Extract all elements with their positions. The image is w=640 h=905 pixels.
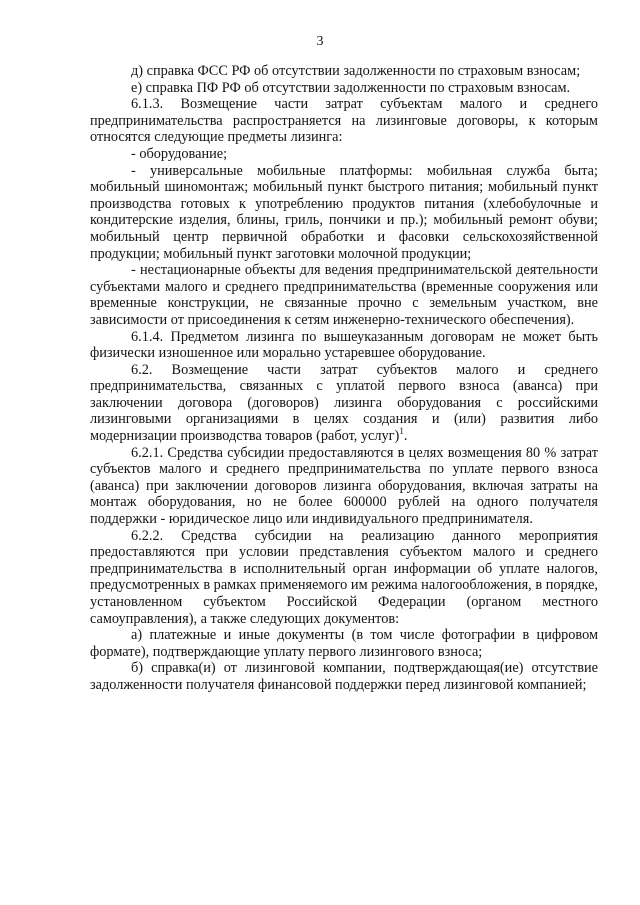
list-item-a: а) платежные и иные документы (в том числе фотографии в цифровом формате), подтверждающие уплату первого лизингового взноса; [90,627,598,660]
paragraph-6-1-3: 6.1.3. Возмещение части затрат субъектам малого и среднего предпринимательства распространяется на лизинговые договоры, к которым относятся следующие предметы лизинга: [90,96,598,146]
paragraph-d: д) справка ФСС РФ об отсутствии задолженности по страховым взносам; [131,63,581,79]
list-item-b: б) справка(и) от лизинговой компании, подтверждающая(ие) отсутствие задолженности получателя финансовой поддержки перед лизинговой компанией; [90,660,598,693]
paragraph-6-2-end: . [403,428,408,445]
page-number: 3 [316,34,324,49]
list-item-equipment: - оборудование; [131,145,228,162]
paragraph-6-2-2: 6.2.2. Средства субсидии на реализацию данного мероприятия предоставляются при условии представления субъектом малого и среднего предпринимательства в исполнительный орган информации об уплате налогов, предусмотренных в рамках применяемого им режима налогообложения, в порядке, установленном субъектом Российской Федерации (органом местного самоуправления), а также следующих документов: [90,527,598,627]
paragraph-6-2-1: 6.2.1. Средства субсидии предоставляются в целях возмещения 80 % затрат субъектов малого и среднего предпринимательства по уплате первого взноса (аванса) при заключении договоров лизинга оборудования, включая затраты на монтаж оборудования, но не более 600000 рублей на одного получателя поддержки - юридическое лицо или индивидуального предпринимателя. [90,444,598,528]
document-body [90,63,598,694]
paragraph-e: е) справка ПФ РФ об отсутствии задолженности по страховым взносам. [131,79,571,96]
paragraph-6-2-text: 6.2. Возмещение части затрат субъектов малого и среднего предпринимательства, связанных с уплатой первого взноса (аванса) при заключении договора (договоров) лизинга оборудования с российскими лизинговыми организациями в целях создания и (или) развития либо модернизации производства товаров (работ, услуг) [90,361,598,445]
paragraph-6-1-4: 6.1.4. Предметом лизинга по вышеуказанным договорам не может быть физически изношенное или морально устаревшее оборудование. [90,328,598,362]
paragraph-6-2 [90,362,598,445]
footnote-marker: 1 [399,426,404,437]
list-item-mobile-platforms: - универсальные мобильные платформы: мобильная служба быта; мобильный шиномонтаж; мобильный пункт быстрого питания; мобильный пункт производства готовых к употреблению продуктов питания (хлебобулочные и кондитерские изделия, блины, гриль, пончики и пр.); мобильный ремонт обуви; мобильный центр первичной обработки и фасовки сельскохозяйственной продукции; мобильный пункт заготовки молочной продукции; [90,162,598,262]
list-item-non-stationary: - нестационарные объекты для ведения предпринимательской деятельности субъектами малого и среднего предпринимательства (временные сооружения или временные конструкции, не связанные прочно с земельным участком, вне зависимости от присоединения к сетям инженерно-технического обеспечения). [90,262,598,328]
